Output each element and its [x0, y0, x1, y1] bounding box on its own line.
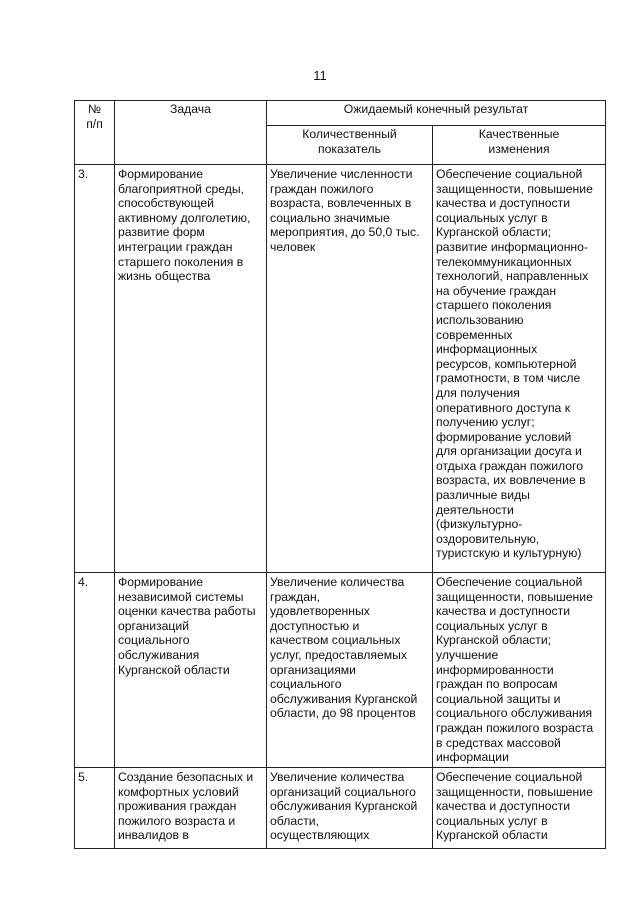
- header-quantitative: Количественный показатель: [267, 126, 433, 165]
- row-qualitative: Обеспечение социальной защищенности, повышение качества и доступности социальных услуг в Курганской области: [433, 768, 606, 849]
- table-header-row: [75, 101, 606, 126]
- expected-results-table: [74, 100, 606, 849]
- row-qualitative: Обеспечение социальной защищенности, повышение качества и доступности социальных услуг в Курганской области; развитие информационно- телекоммуникационных технологий, направленных на обучение граждан старшего поколения использованию современных информационных ресурсов, компьютерной грамотности, в том числе для получения оперативного доступа к получению услуг; формирование условий для организации досуга и отдыха граждан пожилого возраста, их вовлечение в различные виды деятельности (физкультурно- оздоровительную, туристскую и культурную): [433, 165, 606, 573]
- table-row: [75, 165, 606, 573]
- row-quantitative: Увеличение количества граждан, удовлетворенных доступностью и качеством социальных услуг, предоставляемых организациями социального обслуживания Курганской области, до 98 процентов: [267, 573, 433, 768]
- table-row: [75, 768, 606, 849]
- page-number: 11: [313, 68, 327, 83]
- header-expected-result: Ожидаемый конечный результат: [267, 101, 606, 126]
- header-qualitative: Качественные изменения: [433, 126, 606, 165]
- row-quantitative: Увеличение количества организаций социального обслуживания Курганской области, осуществляющих: [267, 768, 433, 849]
- row-number: 3.: [75, 165, 115, 573]
- header-number: № п/п: [75, 101, 115, 165]
- row-task: Создание безопасных и комфортных условий проживания граждан пожилого возраста и инвалидов в: [115, 768, 267, 849]
- row-qualitative: Обеспечение социальной защищенности, повышение качества и доступности социальных услуг в Курганской области; улучшение информированности граждан по вопросам социальной защиты и социального обслуживания граждан пожилого возраста в средствах массовой информации: [433, 573, 606, 768]
- row-number: 4.: [75, 573, 115, 768]
- table-row: [75, 573, 606, 768]
- row-task: Формирование благоприятной среды, способствующей активному долголетию, развитие форм интеграции граждан старшего поколения в жизнь общества: [115, 165, 267, 573]
- row-number: 5.: [75, 768, 115, 849]
- row-quantitative: Увеличение численности граждан пожилого возраста, вовлеченных в социально значимые мероприятия, до 50,0 тыс. человек: [267, 165, 433, 573]
- header-task: Задача: [115, 101, 267, 165]
- row-task: Формирование независимой системы оценки качества работы организаций социального обслуживания Курганской области: [115, 573, 267, 768]
